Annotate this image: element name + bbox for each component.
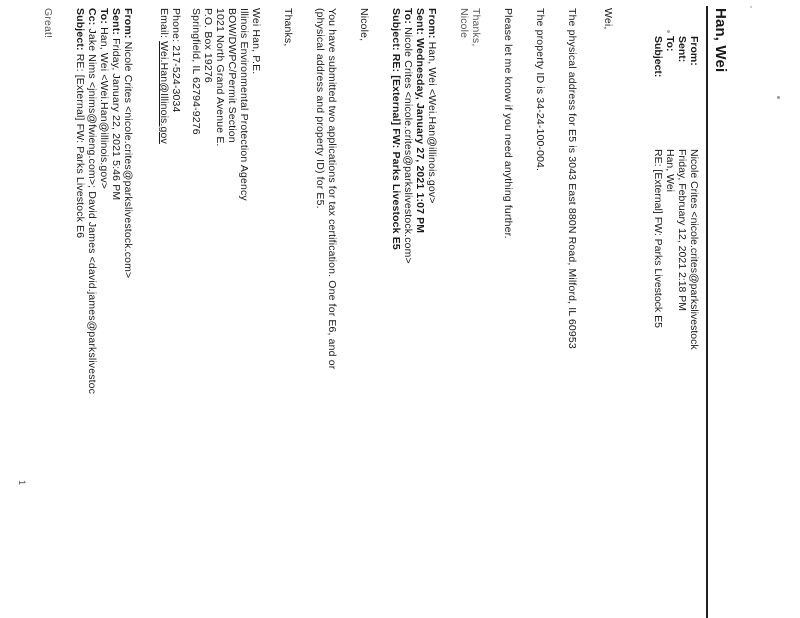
message1-line3: Please let me know if you need anything further.: [502, 8, 514, 239]
signature-name: Wei Han, P.E.: [250, 8, 262, 75]
message3-to-line: [98, 8, 110, 189]
message3-to-label: To:: [98, 8, 110, 24]
message1-closing: Thanks,: [470, 8, 482, 47]
scan-speck: [750, 6, 752, 8]
signature-section: BOW/DWPC/Permit Section: [226, 8, 238, 143]
message3-to-value[interactable]: Han, Wei <Wei.Han@illinois.gov>: [98, 27, 110, 190]
header-to-label: To:: [664, 36, 676, 52]
signature-email-label: Email:: [158, 8, 170, 42]
signature-email-line: [158, 8, 170, 144]
message2-body2: (physical address and property ID) for E5.: [314, 8, 326, 209]
message2-subject-label: Subject:: [390, 8, 402, 51]
header-sent-value: Friday, February 12, 2021 2:18 PM: [676, 149, 688, 312]
message1-line1: The physical address for E5 is 3043 East 880N Road, Milford, IL 60953: [566, 8, 578, 349]
message3-cc-value[interactable]: Jake Nims <jnims@fwieng.com>; David James <david.james@parkslivestoc: [86, 28, 98, 395]
message2-subject-line: [390, 8, 402, 250]
header-sent-label: Sent:: [676, 36, 688, 63]
message2-from-label: From:: [426, 8, 438, 39]
message3-subject-label: Subject:: [74, 8, 86, 51]
header-sent-row: [676, 36, 688, 311]
message1-signature: Nicole: [458, 8, 470, 39]
message3-from-label: From:: [122, 8, 134, 39]
message2-to-label: To:: [402, 8, 414, 24]
message2-body1: You have submitted two applications for tax certification. One for E6, and or: [326, 8, 338, 370]
page-number: 1: [17, 480, 27, 486]
header-from-label: From:: [688, 36, 700, 66]
message3-sent-label: Sent:: [110, 8, 122, 35]
header-subject-value: RE: [External] FW: Parks Livestock E5: [652, 149, 664, 328]
signature-pobox: P.O. Box 19276: [202, 8, 214, 83]
message3-greeting: Great!: [42, 8, 54, 39]
message2-sent-value: Wednesday, January 27, 2021 1:07 PM: [414, 38, 426, 234]
header-to-value: Han, Wei: [664, 149, 676, 192]
sender-name: Han, Wei: [712, 8, 729, 73]
message2-greeting: Nicole,: [358, 8, 370, 42]
scan-speck: [777, 96, 780, 99]
message2-subject-value: RE: [External] FW: Parks Livestock E5: [390, 53, 402, 250]
message2-from-value: Han, Wei <Wei.Han@illinois.gov>: [426, 41, 438, 204]
signature-phone: Phone: 217-524-3034: [170, 8, 182, 113]
message1-line2: The property ID is 34-24-100-004.: [534, 8, 546, 172]
header-rule: [706, 6, 708, 618]
message3-cc-label: Cc:: [86, 8, 98, 26]
header-from-row: [688, 36, 700, 350]
signature-street: 1021 North Grand Avenue E.: [214, 8, 226, 147]
message2-to-line: [402, 8, 414, 264]
message2-to-value[interactable]: Nicole Crites <nicole.crites@parkslivestock.com>: [402, 27, 414, 264]
message1-greeting: Wei,: [602, 8, 614, 30]
header-subject-label: Subject:: [652, 36, 664, 78]
message2-from-line: [426, 8, 438, 204]
message3-sent-line: [110, 8, 122, 200]
signature-email-link[interactable]: Wei.Han@Illinois.gov: [158, 41, 170, 144]
signature-city: Springfield, IL 62794-9276: [190, 8, 202, 135]
header-from-value: Nicole Crites <nicole.crites@parkslivestock: [688, 149, 700, 350]
message3-sent-value: Friday, January 22, 2021 5:46 PM: [110, 38, 122, 201]
message2-sent-line: [414, 8, 426, 233]
signature-agency: Illinois Environmental Protection Agency: [238, 8, 250, 201]
message3-from-value[interactable]: Nicole Crites <nicole.crites@parkslivestock.com>: [122, 41, 134, 279]
message3-cc-line: [86, 8, 98, 394]
message3-subject-value: RE: [External] FW: Parks Livestock E6: [74, 53, 86, 239]
scan-speck: [667, 30, 670, 33]
message3-subject-line: [74, 8, 86, 238]
header-subject-row: [652, 36, 664, 328]
message2-closing: Thanks,: [282, 8, 294, 47]
header-to-row: [664, 36, 676, 192]
message3-from-line: [122, 8, 134, 278]
message2-sent-label: Sent:: [414, 8, 426, 35]
